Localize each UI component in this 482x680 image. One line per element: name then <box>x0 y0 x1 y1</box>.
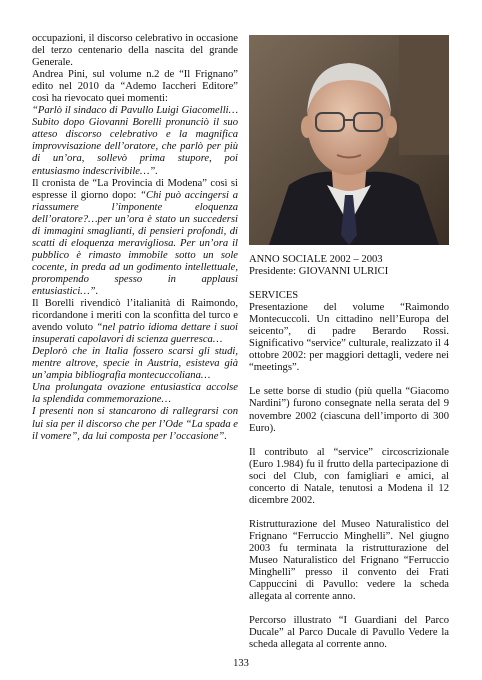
social-year: ANNO SOCIALE 2002 – 2003 <box>249 254 383 265</box>
paragraph-text: Il cronista de “La Provincia di Modena” così si espresse il giorno dopo: <box>32 177 238 201</box>
quote-text: “Chi può accingersi a riassumere l’imponente eloquenza dell’oratore?…per un’ora è stato un succedersi di immagini smaglianti, di pensieri profondi, di scatti di eloquenza meravigliosa. Per un’ora il pubblico è rimasto immobile sotto un sole cocente, in preda ad un godimento intellettuale, prorompendo spesso in applausi entusiastici…”. <box>32 189 238 297</box>
paragraph: occupazioni, il discorso celebrativo in occasione del terzo centenario della nascita del grande Generale. <box>32 33 238 69</box>
portrait-image <box>249 35 449 245</box>
service-item: Percorso illustrato “I Guardiani del Parco Ducale” al Parco Ducale di Pavullo Vedere la scheda allegata al corrente anno. <box>249 615 449 651</box>
service-item: Il contributo al “service” circoscrizionale (Euro 1.984) fu il frutto della partecipazione di soci del Club, con famigliari e amici, al concerto di Natale, tenutosi a Modena il 12 dicembre 2002. <box>249 446 449 506</box>
president-line: Presidente: GIOVANNI ULRICI <box>249 266 389 278</box>
portrait-photo <box>249 35 449 245</box>
quote-text: “nel patrio idioma dettare i suoi insuperati capolavori di scienza guerresca… <box>32 322 238 346</box>
paragraph <box>32 178 238 298</box>
paragraph-text: Il Borelli rivendicò l’italianità di Raimondo, ricordandone i meriti con la sconfitta del turco e avendo voluto <box>32 298 238 334</box>
left-text-column <box>32 33 238 443</box>
quote-paragraph: “Parlò il sindaco di Pavullo Luigi Giacomelli…Subito dopo Giovanni Borelli pronunciò il suo atteso discorso celebrativo e la magnifica improvvisazione dell’oratore, che parlò per più di un’ora, sollevò prima stupore, poi entusiasmo indescrivibile…”. <box>32 105 238 177</box>
quote-paragraph: Deplorò che in Italia fossero scarsi gli studi, mentre altrove, specie in Austria, esisteva già un’ampia bibliografia montecuccoliana… <box>32 346 238 382</box>
services-heading: SERVICES <box>249 290 299 302</box>
quote-paragraph: Una prolungata ovazione entusiastica accolse la splendida commemorazione… <box>32 382 238 406</box>
service-item: Le sette borse di studio (più quella “Giacomo Nardini”) furono consegnate nella serata del 9 novembre 2002 (ciascuna dell’importo di 300 Euro). <box>249 386 449 434</box>
service-item: Ristrutturazione del Museo Naturalistico del Frignano “Ferruccio Minghelli”. Nel giugno 2003 fu terminata la ristrutturazione del Museo Naturalistico del Frignano “Ferruccio Minghelli” presso il convento dei Frati Cappuccini di Pavullo: vedere la scheda allegata al corrente anno. <box>249 518 449 603</box>
page-number: 133 <box>233 658 249 669</box>
right-text-column <box>249 254 449 651</box>
quote-paragraph: I presenti non si stancarono di rallegrarsi con lui sia per il discorso che per l’Ode “La spada e il vomere”, da lui composta per l’occasione”. <box>32 406 238 442</box>
paragraph <box>32 298 238 346</box>
service-item: Presentazione del volume “Raimondo Montecuccoli. Un cittadino nell’Europa del seicento”, di padre Berardo Rossi. Significativo “service” culturale, realizzato il 4 ottobre 2002: per maggiori dettagli, vedere nei “meetings”. <box>249 302 449 374</box>
paragraph: Andrea Pini, sul volume n.2 de “Il Frignano” edito nel 2010 da “Ademo Iaccheri Editore” così ha rievocato quei momenti: <box>32 69 238 105</box>
